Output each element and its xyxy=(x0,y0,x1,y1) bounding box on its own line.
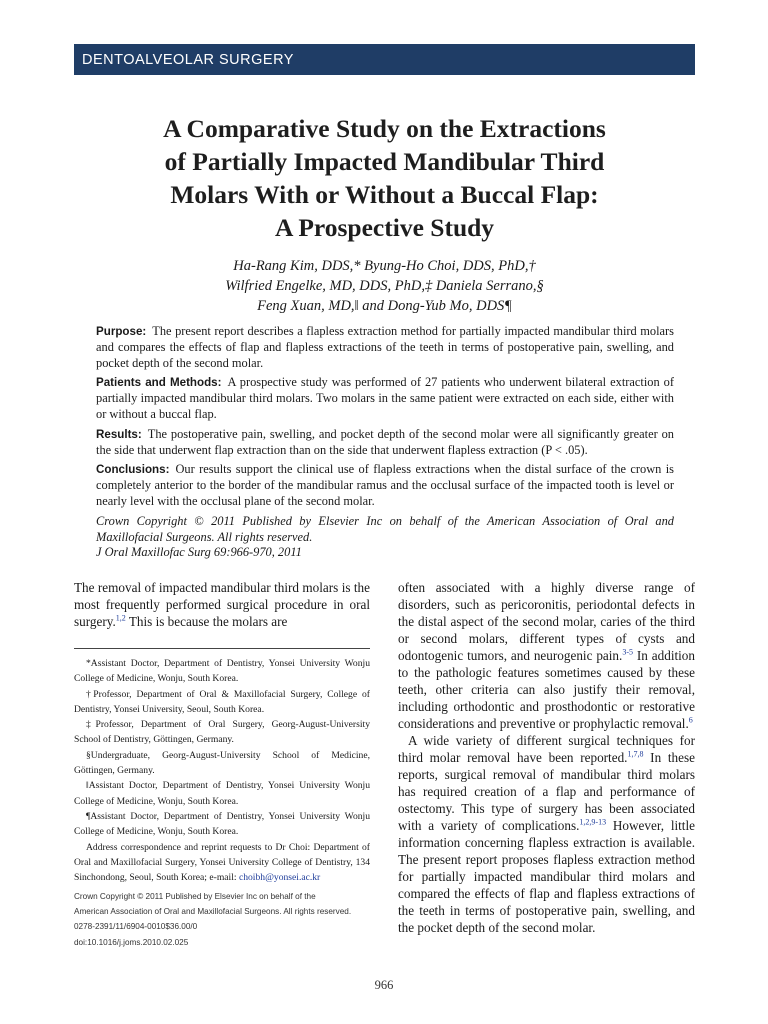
abstract-copyright: Crown Copyright © 2011 Published by Elsevier Inc on behalf of the American Association of Oral and Maxillofacial Surgeons. All rights reserved. xyxy=(96,513,674,544)
results-text: The postoperative pain, swelling, and pocket depth of the second molar were all significantly greater on the side that underwent flap extraction than on the side that underwent flapless extraction (P < .05). xyxy=(96,426,674,457)
body-text: The removal of impacted mandibular third molars is the most frequently performed surgical procedure in oral surgery. xyxy=(74,580,370,629)
abstract-methods xyxy=(96,375,674,422)
reference-link[interactable]: 3-5 xyxy=(622,647,633,657)
copyright-block xyxy=(74,889,370,950)
abstract-results xyxy=(96,427,674,459)
body-text: However, little information concerning flapless extraction is available. The present report proposes flapless extraction method for partially impacted mandibular third molars and compared the effects of flap and flapless extractions of the teeth in terms of postoperative pain, swelling, and the pocket depth of the second molar. xyxy=(398,818,695,935)
author-line: Ha-Rang Kim, DDS,* Byung-Ho Choi, DDS, PhD,† xyxy=(233,258,536,274)
reference-link[interactable]: 1,2,9-13 xyxy=(579,817,607,827)
section-banner xyxy=(74,44,695,75)
correspondence-note xyxy=(74,840,370,886)
footnote: ¶Assistant Doctor, Department of Dentistry, Yonsei University Wonju College of Medicine, Wonju, South Korea. xyxy=(74,810,370,838)
article-title xyxy=(74,112,695,244)
conclusions-text: Our results support the clinical use of flapless extractions when the distal surface of the crown is completely anterior to the border of the mandibular ramus and the occlusal surface of the impacted tooth is level or nearly level with the occlusal plane of the second molar. xyxy=(96,462,674,508)
doi-line: doi:10.1016/j.joms.2010.02.025 xyxy=(74,937,189,947)
copyright-line: Crown Copyright © 2011 Published by Elsevier Inc on behalf of the xyxy=(74,892,316,901)
methods-label: Patients and Methods: xyxy=(96,376,222,390)
footnote: ‡Professor, Department of Oral Surgery, Georg-August-University School of Dentistry, Göttingen, Germany. xyxy=(74,719,370,746)
purpose-label: Purpose: xyxy=(96,325,147,338)
purpose-text: The present report describes a flapless extraction method for partially impacted mandibular third molars and compares the effects of flap and flapless extractions of the teeth in terms of postoperative pain, swelling, and pocket depth of the second molar. xyxy=(96,324,674,370)
correspondence-text: Address correspondence and reprint requests to Dr Choi: Department of Oral and Maxillofacial Surgery, Yonsei University College of Dentistry, 134 Sinchondong, Seoul, South Korea; e-mail: xyxy=(74,841,370,884)
title-line: A Prospective Study xyxy=(274,213,495,242)
abstract-conclusions xyxy=(96,462,674,509)
methods-text: A prospective study was performed of 27 patients who underwent bilateral extraction of partially impacted mandibular third molars. Two molars in the same patient were extracted on each side, either with or without a buccal flap. xyxy=(96,375,674,421)
body-text: This is because the molars are xyxy=(125,614,288,629)
author-line: Wilfried Engelke, MD, DDS, PhD,‡ Daniela Serrano,§ xyxy=(225,278,544,294)
reference-link[interactable]: 6 xyxy=(688,715,693,725)
section-label: DENTOALVEOLAR SURGERY xyxy=(82,51,294,68)
body-text: In these reports, surgical removal of mandibular third molars has required creation of a flap and performance of ostectomy. This type of surgery has been associated with a variety of complications. xyxy=(398,750,695,833)
title-line: Molars With or Without a Buccal Flap: xyxy=(170,180,599,209)
issn-line: 0278-2391/11/6904-0010$36.00/0 xyxy=(74,922,198,932)
journal-citation: J Oral Maxillofac Surg 69:966-970, 2011 xyxy=(96,545,302,560)
body-paragraph xyxy=(74,579,370,630)
reference-link[interactable]: 1,7,8 xyxy=(627,749,644,759)
page-number: 966 xyxy=(374,978,394,992)
title-line: A Comparative Study on the Extractions xyxy=(163,114,606,143)
footnote: §Undergraduate, Georg-August-University School of Medicine, Göttingen, Germany. xyxy=(74,749,370,777)
author-line: Feng Xuan, MD,‖ and Dong-Yub Mo, DDS¶ xyxy=(257,298,512,314)
footnote-divider xyxy=(74,648,370,649)
body-text: In addition to the pathologic features sometimes caused by these teeth, other criteria can also justify their removal, including orthodontic and prosthodontic or restorative considerations and preventive or prophylactic removal. xyxy=(398,648,695,731)
body-paragraph xyxy=(398,579,695,732)
abstract xyxy=(96,324,674,561)
results-label: Results: xyxy=(96,427,142,441)
body-text: A wide variety of different surgical techniques for third molar removal have been reported. xyxy=(398,733,695,765)
title-line: of Partially Impacted Mandibular Third xyxy=(164,147,605,176)
email-link[interactable]: choibh@yonsei.ac.kr xyxy=(238,872,321,884)
footnotes xyxy=(74,656,370,885)
copyright-line: American Association of Oral and Maxillofacial Surgeons. All rights reserved. xyxy=(74,907,352,917)
footnote: *Assistant Doctor, Department of Dentistry, Yonsei University Wonju College of Medicine, Wonju, South Korea. xyxy=(74,658,370,685)
body-column-right xyxy=(398,579,695,936)
footnote: ‖Assistant Doctor, Department of Dentistry, Yonsei University Wonju College of Medicine, Wonju, South Korea. xyxy=(74,780,370,807)
conclusions-label: Conclusions: xyxy=(96,463,170,477)
abstract-purpose xyxy=(96,324,674,371)
reference-link[interactable]: 1,2 xyxy=(115,613,126,623)
body-text: often associated with a highly diverse range of disorders, such as pericoronitis, periodontal defects in the distal aspect of the second molar, caries of the third or second molars, different types of cysts and odontogenic tumors, and neurogenic pain. xyxy=(398,580,695,663)
body-column-left xyxy=(74,579,370,630)
footnote: †Professor, Department of Oral & Maxillofacial Surgery, College of Dentistry, Yonsei University, Seoul, South Korea. xyxy=(74,688,370,715)
body-paragraph xyxy=(398,732,695,936)
author-list xyxy=(74,256,695,316)
